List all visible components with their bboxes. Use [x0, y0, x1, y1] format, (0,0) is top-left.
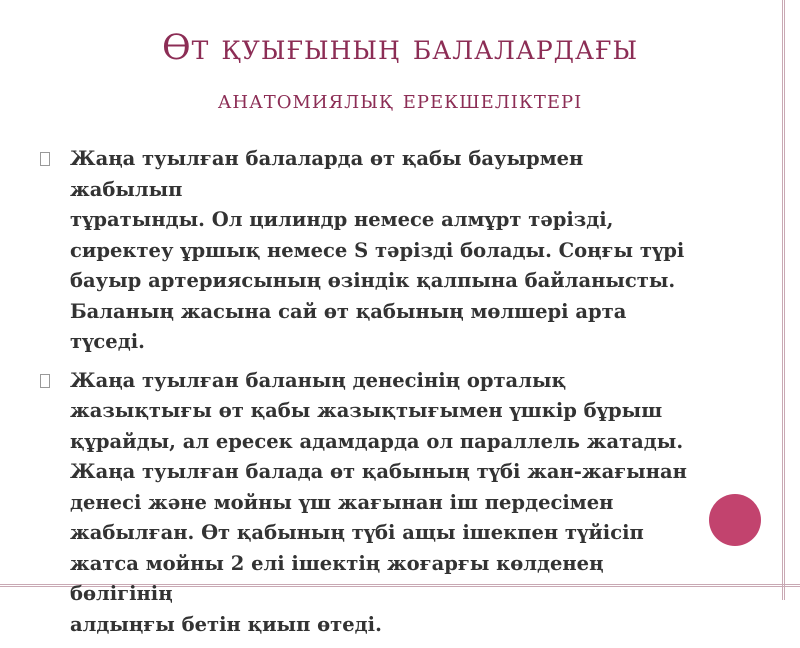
paragraph-line: жазықтығы өт қабы жазықтығымен үшкір бұрыш: [70, 399, 663, 422]
paragraph-line: бауыр артериясының өзіндік қалпына байланысты.: [70, 269, 676, 292]
accent-circle: [709, 494, 761, 546]
paragraph-line: Жаңа туылған баланың денесінің орталық: [70, 368, 567, 392]
bullet-icon: [40, 374, 50, 388]
title-line-1: Өт қуығының балалардағы: [161, 28, 639, 68]
paragraph-line: Жаңа туылған балаларда өт қабы бауырмен жабылып: [70, 147, 584, 201]
bullet-paragraph: [40, 144, 700, 358]
paragraph-line: сиректеу ұршық немесе S тәрізді болады. Соңғы түрі: [70, 238, 685, 262]
bullet-icon: [40, 152, 50, 166]
paragraph-line: құрайды, ал ересек адамдарда ол параллель жатады.: [70, 429, 684, 453]
paragraph-line: жабылған. Өт қабының түбі ащы ішекпен түйісіп: [70, 521, 644, 544]
title-line-2: анатомиялық ерекшеліктері: [217, 85, 583, 114]
slide-title: [40, 22, 760, 120]
paragraph-line: тұратынды. Ол цилиндр немесе алмұрт тәрізді,: [70, 208, 614, 231]
paragraph-line: денесі және мойны үш жағынан іш пердесімен: [70, 490, 614, 514]
paragraph-line: жатса мойны 2 елі ішектің жоғарғы көлденең бөлігінің: [70, 551, 604, 605]
paragraph-line: түседі.: [70, 330, 145, 353]
bullet-paragraph: [40, 366, 700, 641]
slide-body: [40, 144, 700, 648]
frame-right-decoration: [782, 0, 785, 600]
paragraph-line: Жаңа туылған балада өт қабының түбі жан-жағынан: [70, 460, 687, 483]
paragraph-line: Баланың жасына сай өт қабының мөлшері арта: [70, 299, 627, 323]
paragraph-line: алдыңғы бетін қиып өтеді.: [70, 612, 382, 636]
